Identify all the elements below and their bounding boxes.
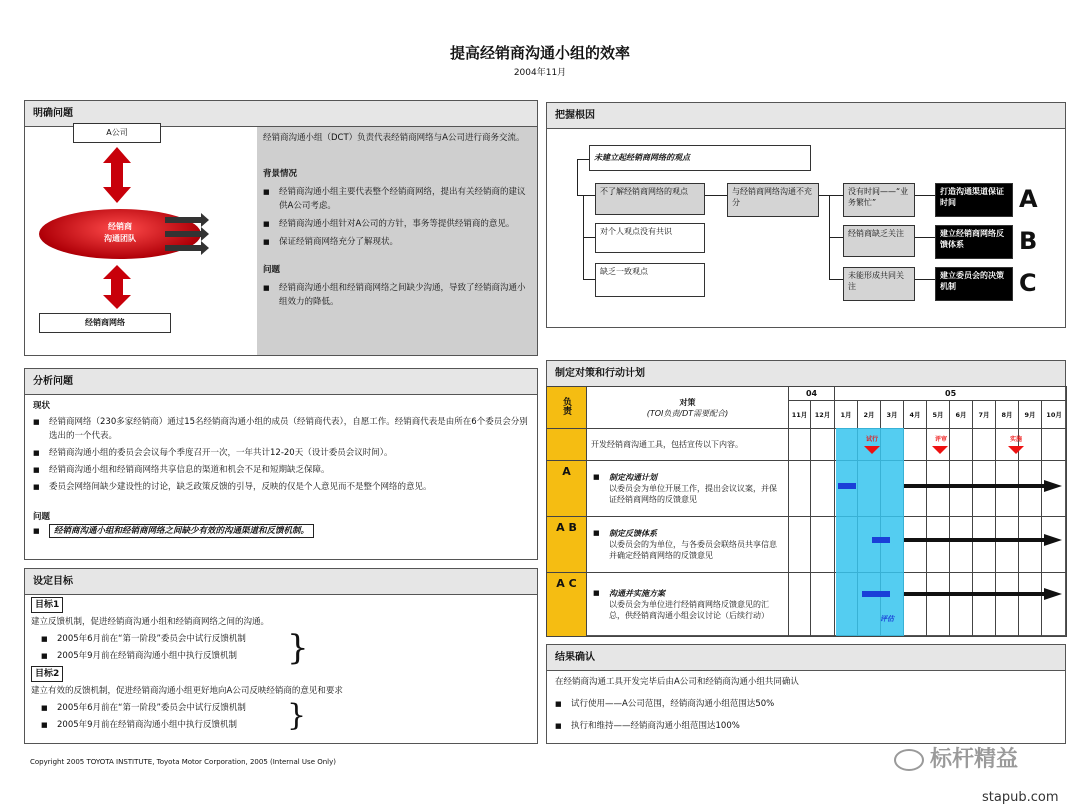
eval-label: 评估	[880, 615, 894, 623]
owner-cell: A B	[547, 517, 587, 573]
status-heading: 现状	[33, 401, 51, 411]
root-problem-item	[33, 524, 529, 538]
brace-icon: }	[287, 628, 309, 668]
month-cell: 1月	[835, 401, 858, 429]
background-item: ■ 经销商沟通小组针对A公司的方针，事务等提供经销商的意见。	[263, 217, 531, 231]
month-cell: 4月	[904, 401, 927, 429]
month-cell: 7月	[973, 401, 996, 429]
analysis-item: ■ 委员会网络间缺少建设性的讨论，缺乏政策反馈的引导，反映的仅是个人意见而不是整个网络的意见。	[33, 480, 529, 494]
root-cause-box: 对个人观点没有共识	[595, 223, 705, 253]
results-panel-heading: 结果确认	[547, 645, 1065, 671]
problem-panel-heading: 明确问题	[25, 101, 537, 127]
double-arrow-bottom-icon	[97, 265, 137, 309]
first-task: 开发经销商沟通工具，包括宣传以下内容。	[587, 429, 789, 461]
owner-header: 负责	[547, 387, 587, 429]
problem-text-area	[257, 127, 537, 355]
analysis-panel-heading: 分析问题	[25, 369, 537, 395]
results-intro: 在经销商沟通工具开发完毕后由A公司和经销商沟通小组共同确认	[555, 677, 799, 687]
countermeasure-box: 打造沟通渠道保证时间	[935, 183, 1013, 217]
root-cause-box: 经销商缺乏关注	[843, 225, 915, 257]
wechat-icon	[894, 749, 924, 771]
month-cell: 9月	[1019, 401, 1042, 429]
progress-bar	[862, 591, 890, 597]
double-arrow-top-icon	[97, 147, 137, 203]
month-cell: 12月	[811, 401, 835, 429]
goal1-item: ■ 2005年6月前在“第一阶段”委员会中试行反馈机制	[41, 632, 531, 646]
watermark: 标杆精益	[894, 742, 1018, 773]
company-box: A公司	[73, 123, 161, 143]
site-watermark: stapub.com	[982, 790, 1059, 805]
task-bar	[904, 538, 1044, 542]
root-cause-panel	[546, 102, 1066, 328]
milestone-label: 实施	[1010, 436, 1023, 443]
month-cell: 3月	[881, 401, 904, 429]
problem-intro: 经销商沟通小组（DCT）负责代表经销商网络与A公司进行商务交流。	[263, 133, 525, 143]
gantt-table	[546, 386, 1067, 637]
goal2-text: 建立有效的反馈机制，促进经销商沟通小组更好地向A公司反映经销商的意见和要求	[31, 686, 343, 696]
analysis-panel	[24, 368, 538, 560]
milestone-label: 评审	[935, 436, 948, 443]
countermeasure-box: 建立委员会的决策机制	[935, 267, 1013, 301]
root-top-box: 未建立起经销商网络的观点	[589, 145, 811, 171]
analysis-item: ■ 经销商沟通小组和经销商网络共享信息的渠道和机会不足和短期缺乏保障。	[33, 463, 529, 477]
owner-cell: A	[547, 461, 587, 517]
results-panel	[546, 644, 1066, 744]
background-item: ■ 经销商沟通小组主要代表整个经销商网络，提出有关经销商的建议供A公司考虑。	[263, 185, 531, 213]
target-panel-heading: 设定目标	[25, 569, 537, 595]
owner-cell: A C	[547, 573, 587, 637]
task-cell: ■ 制定反馈体系 以委员会的为单位，与各委员会联络员共享信息并确定经销商网络的反馈意见	[587, 517, 789, 573]
letter-a: A	[1019, 185, 1038, 213]
analysis-item: ■ 经销商网络（230多家经销商）通过15名经销商沟通小组的成员（经销商代表），自愿工作。经销商代表是由所在6个委员会分别选出的一个代表。	[33, 415, 529, 443]
background-item: ■ 保证经销商网络充分了解现状。	[263, 235, 531, 249]
root-cause-box: 缺乏一致观点	[595, 263, 705, 297]
goal1-item: ■ 2005年9月前在经销商沟通小组中执行反馈机制	[41, 649, 531, 663]
countermeasure-box: 建立经销商网络反馈体系	[935, 225, 1013, 259]
progress-bar	[872, 537, 890, 543]
root-problem-box: 经销商沟通小组和经销商网络之间缺少有效的沟通渠道和反馈机制。	[49, 524, 314, 538]
goal2-item: ■ 2005年9月前在经销商沟通小组中执行反馈机制	[41, 718, 531, 732]
task-cell: ■ 制定沟通计划 以委员会为单位开展工作，提出会议议案，并保证经销商网络的反馈意见	[587, 461, 789, 517]
letter-b: B	[1019, 227, 1038, 255]
task-bar-arrow-icon	[1044, 534, 1062, 546]
year-05: 05	[835, 387, 1067, 401]
goal2-item: ■ 2005年6月前在“第一阶段”委员会中试行反馈机制	[41, 701, 531, 715]
root-cause-box: 没有时间——“业务繁忙”	[843, 183, 915, 217]
month-cell: 5月	[927, 401, 950, 429]
dealer-network-box: 经销商网络	[39, 313, 171, 333]
target-panel	[24, 568, 538, 744]
root-cause-box: 不了解经销商网络的观点	[595, 183, 705, 215]
task-bar-arrow-icon	[1044, 480, 1062, 492]
progress-bar	[838, 483, 856, 489]
milestone-marker	[1008, 446, 1024, 454]
root-cause-box: 与经销商网络沟通不充分	[727, 183, 819, 217]
brace-icon: }	[287, 698, 307, 733]
goal2-tag: 目标2	[31, 666, 63, 682]
results-item: ■ 试行使用——A公司范围，经销商沟通小组范围达50%	[555, 697, 1055, 711]
background-heading: 背景情况	[263, 169, 298, 179]
page-title: 提高经销商沟通小组的效率	[449, 44, 630, 62]
task-bar	[904, 592, 1044, 596]
task-bar	[904, 484, 1044, 488]
month-cell: 11月	[789, 401, 811, 429]
month-cell: 2月	[858, 401, 881, 429]
problem-heading: 问题	[263, 265, 281, 275]
output-arrows-icon	[165, 213, 209, 257]
task-bar-arrow-icon	[1044, 588, 1062, 600]
root-cause-panel-heading: 把握根因	[547, 103, 1065, 129]
goal1-text: 建立反馈机制，促进经销商沟通小组和经销商网络之间的沟通。	[31, 617, 270, 627]
root-cause-box: 未能形成共同关注	[843, 267, 915, 301]
problem-statement: ■ 经销商沟通小组和经销商网络之间缺少沟通，导致了经销商沟通小组效力的降低。	[263, 281, 531, 309]
month-cell: 8月	[996, 401, 1019, 429]
results-item: ■ 执行和维持——经销商沟通小组范围达100%	[555, 719, 1055, 733]
plan-panel-heading: 制定对策和行动计划	[547, 361, 1065, 387]
month-cell: 6月	[950, 401, 973, 429]
current-period-highlight	[836, 428, 904, 636]
task-cell: ■ 沟通并实施方案 以委员会为单位进行经销商网络反馈意见的汇总，供经销商沟通小组会议讨论（后续行动）	[587, 573, 789, 637]
month-cell: 10月	[1042, 401, 1067, 429]
copyright: Copyright 2005 TOYOTA INSTITUTE, Toyota Motor Corporation, 2005 (Internal Use Only)	[30, 758, 337, 766]
page-date: 2004年11月	[513, 68, 567, 78]
milestone-marker	[932, 446, 948, 454]
problem-panel	[24, 100, 538, 356]
root-heading: 问题	[33, 512, 51, 522]
task-header: 对策 (TOI负责/DT需要配合)	[587, 387, 789, 429]
milestone-marker	[864, 446, 880, 454]
year-04: 04	[789, 387, 835, 401]
letter-c: C	[1019, 269, 1037, 297]
analysis-item: ■ 经销商沟通小组的委员会会议每个季度召开一次，一年共计12-20天（设计委员会议时间）。	[33, 446, 529, 460]
goal1-tag: 目标1	[31, 597, 63, 613]
milestone-label: 试行	[866, 436, 879, 443]
dct-ellipse: 经销商 沟通团队	[39, 209, 201, 259]
